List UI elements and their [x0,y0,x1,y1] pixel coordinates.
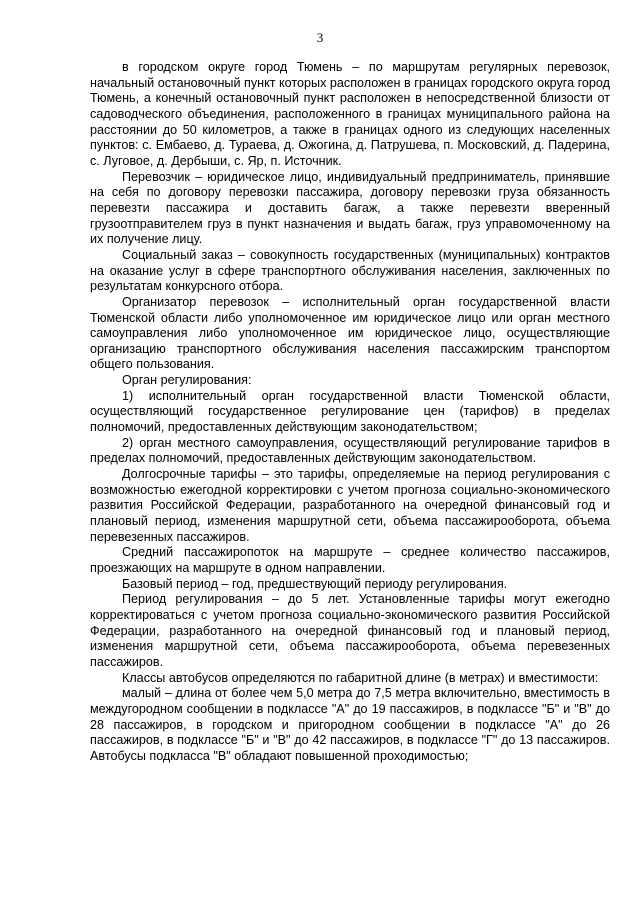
page-number: 3 [316,30,324,45]
paragraph-regulator-item-2: 2) орган местного самоуправления, осуществляющий регулирование тарифов в пределах полномочий, предоставленных действующим законодательством. [90,435,610,466]
paragraph-social-order: Социальный заказ – совокупность государственных (муниципальных) контрактов на оказание услуг в сфере транспортного обслуживания населения, заключенных по результатам конкурсного отбора. [90,247,610,294]
paragraph-small-bus-class: малый – длина от более чем 5,0 метра до 7,5 метра включительно, вместимость в междугородном сообщении в подклассе "А" до 19 пассажиров, в подклассе "Б" и "В" до 28 пассажиров, в городском и пригородном сообщении в подклассе "А" до 26 пассажиров, в подклассе "Б" и "В" до 42 пассажиров, в подклассе "Г" до 13 пассажиров. Автобусы подкласса "В" обладают повышенной проходимостью; [90,686,610,763]
paragraph-carrier-definition: Перевозчик – юридическое лицо, индивидуальный предприниматель, принявшие на себя по договору перевозки пассажира, договору перевозки груза обязанность перевезти пассажира и доставить багаж, а также перевезти вверенный грузоотправителем груз в пункт назначения и выдать багаж, груз управомоченному на их получение лицу. [90,169,610,247]
paragraph-average-passenger-flow: Средний пассажиропоток на маршруте – среднее количество пассажиров, проезжающих на маршруте в одном направлении. [90,545,610,575]
paragraph-regulator-heading: Орган регулирования: [122,373,252,388]
paragraph-bus-classes: Классы автобусов определяются по габаритной длине (в метрах) и вместимости: [122,670,599,685]
paragraph-long-term-tariffs: Долгосрочные тарифы – это тарифы, определяемые на период регулирования с возможностью ежегодной корректировки с учетом прогноза социально-экономического развития Российской Федерации, разработанного на очередной финансовый год и плановый период, изменения маршрутной сети, объема пассажирооборота, объема перевезенных пассажиров. [90,467,610,544]
paragraph-regulator-item-1: 1) исполнительный орган государственной власти Тюменской области, осуществляющий государственное регулирование цен (тарифов) в пределах полномочий, предоставленных действующим законодательством; [90,388,610,435]
paragraph-base-period: Базовый период – год, предшествующий периоду регулирования. [122,576,508,591]
paragraph-regulation-period: Период регулирования – до 5 лет. Установленные тарифы могут ежегодно корректироваться с учетом прогноза социально-экономического развития Российской Федерации, разработанного на очередной финансовый год и плановый период, изменения маршрутной сети, объема пассажирооборота, объема перевезенных пассажиров. [90,592,610,669]
paragraph-transport-organizer: Организатор перевозок – исполнительный орган государственной власти Тюменской области либо уполномоченное им юридическое лицо или орган местного самоуправления либо уполномоченное им юридическое лицо, осуществляющие организацию транспортного обслуживания населения пассажирским транспортом общего пользования. [90,294,610,372]
paragraph-routes-tyumen: в городском округе город Тюмень – по маршрутам регулярных перевозок, начальный остановочный пункт которых расположен в границах городского округа город Тюмень, а конечный остановочный пункт расположен в непосредственной близости от садоводческого объединения, расположенного в границах муниципального района на расстоянии до 50 километров, а также в границах одного из следующих населенных пунктов: с. Ембаево, д. Тураева, д. Ожогина, д. Патрушева, п. Московский, д. Падерина, с. Луговое, д. Дербыши, с. Яр, п. Источник. [90,60,610,168]
document-body [90,60,610,765]
